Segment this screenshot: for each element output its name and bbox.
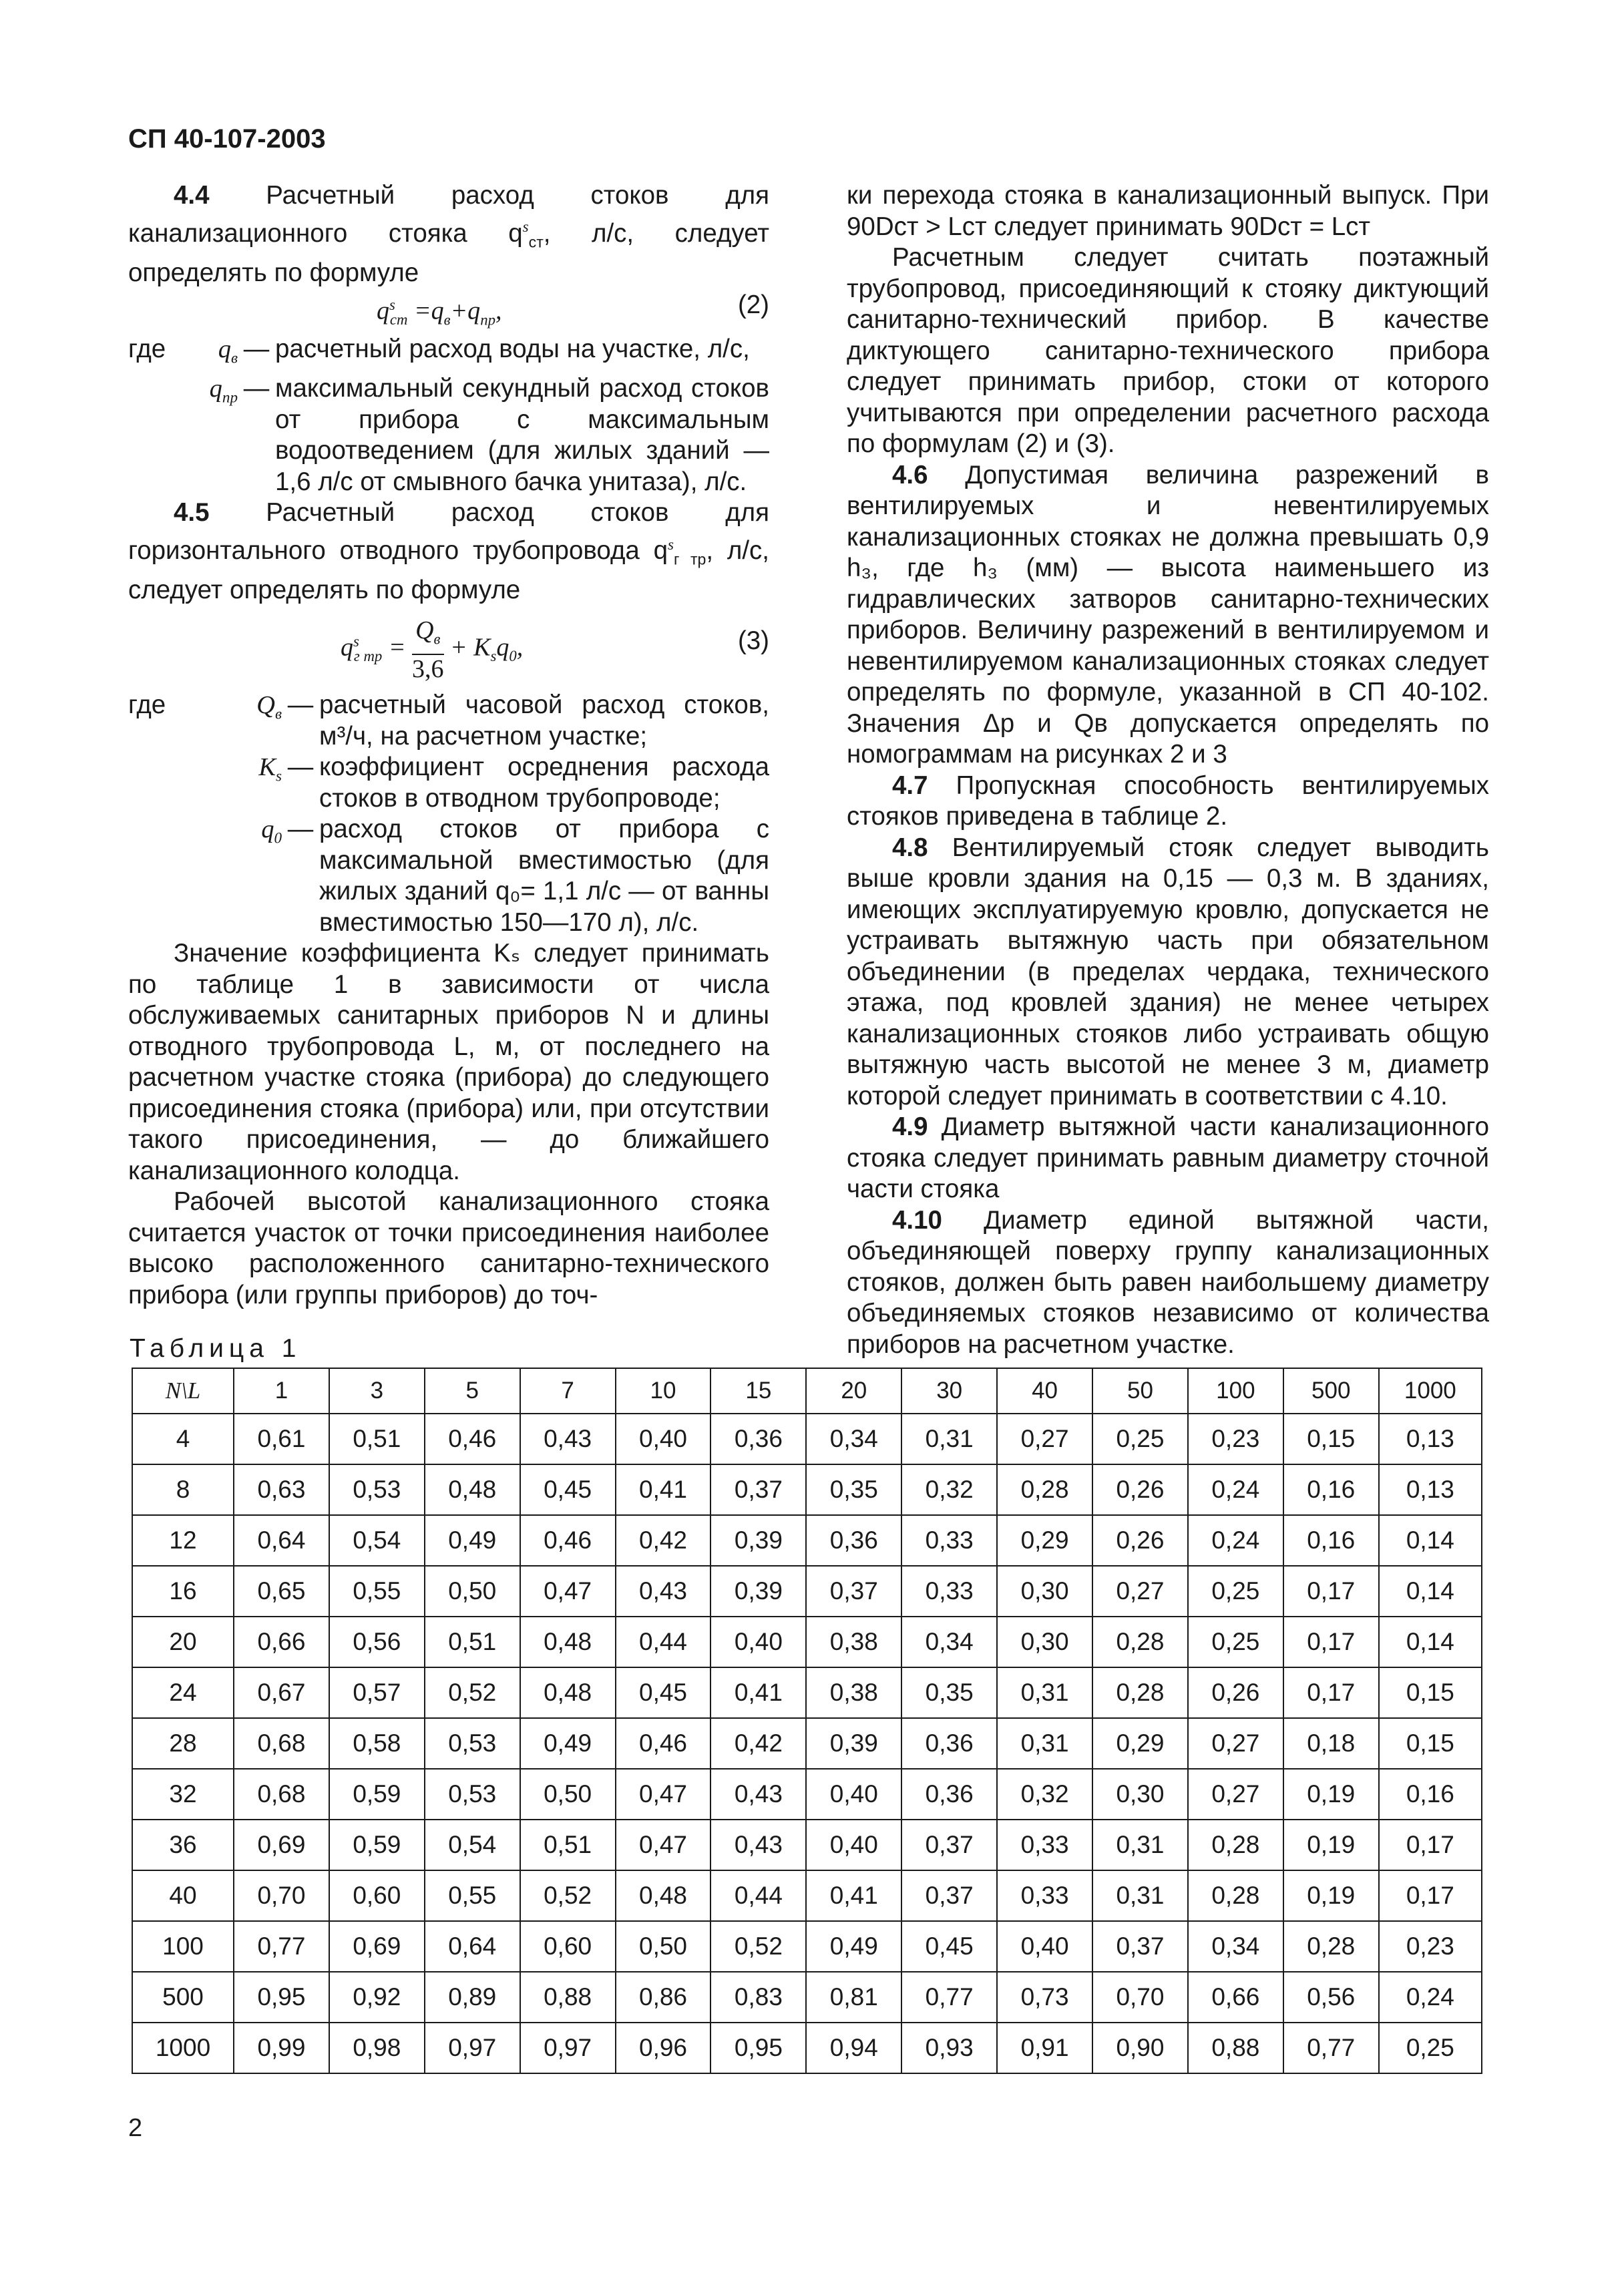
- dash: —: [287, 690, 314, 720]
- para-4-5: [128, 497, 769, 606]
- table-cell: 0,50: [616, 1921, 711, 1972]
- table-cell: 0,60: [520, 1921, 616, 1972]
- table-cell: 0,93: [901, 2023, 997, 2073]
- table-cell: 0,43: [616, 1566, 711, 1617]
- table-cell: 0,28: [1188, 1870, 1283, 1921]
- table-cell: 0,58: [329, 1718, 425, 1769]
- table-cell: 0,33: [997, 1820, 1092, 1870]
- table-cell: 0,47: [616, 1820, 711, 1870]
- table-row: [132, 1617, 1482, 1667]
- table-cell: 0,25: [1188, 1617, 1283, 1667]
- table-cell: 0,88: [520, 1972, 616, 2023]
- table-cell: 0,45: [901, 1921, 997, 1972]
- para-4-6: [847, 460, 1489, 771]
- section-number: 4.9: [892, 1112, 928, 1141]
- table-cell: 0,90: [1092, 2023, 1188, 2073]
- table-cell: 0,18: [1283, 1718, 1379, 1769]
- table-cell: 0,33: [901, 1515, 997, 1566]
- table-cell: 0,25: [1188, 1566, 1283, 1617]
- table-cell: 0,43: [710, 1820, 806, 1870]
- para-4-4: [128, 180, 769, 288]
- row-header: 8: [132, 1464, 234, 1515]
- section-number: 4.8: [892, 833, 928, 862]
- table-row: [132, 1870, 1482, 1921]
- table-cell: 0,56: [1283, 1972, 1379, 2023]
- definition-Qv: [128, 690, 769, 752]
- para-4-9: [847, 1112, 1489, 1205]
- row-header: 28: [132, 1718, 234, 1769]
- definitions-formula-3: [128, 690, 769, 938]
- table-cell: 0,23: [1379, 1921, 1482, 1972]
- table-caption: Таблица 1: [130, 1334, 302, 1363]
- table-cell: 0,69: [234, 1820, 329, 1870]
- row-header: 100: [132, 1921, 234, 1972]
- symbol: $q_0$: [261, 815, 282, 847]
- table-cell: 0,42: [710, 1718, 806, 1769]
- table-cell: 0,64: [234, 1515, 329, 1566]
- table-cell: 0,97: [425, 2023, 520, 2073]
- table-cell: 0,39: [710, 1566, 806, 1617]
- definition-text: максимальный секундный расход стоков от прибора с максимальным водоотведением (для жилых зданий — 1,6 л/с от смывного бачка унитаза), л/с.: [275, 374, 769, 496]
- row-header: 36: [132, 1820, 234, 1870]
- column-header: 5: [425, 1368, 520, 1414]
- table-cell: 0,43: [520, 1414, 616, 1464]
- row-header: 500: [132, 1972, 234, 2023]
- table-cell: 0,77: [901, 1972, 997, 2023]
- table-cell: 0,40: [710, 1617, 806, 1667]
- table-cell: 0,27: [1188, 1769, 1283, 1820]
- table-row: [132, 1566, 1482, 1617]
- table-cell: 0,77: [234, 1921, 329, 1972]
- table-cell: 0,29: [1092, 1718, 1188, 1769]
- table-row: [132, 1414, 1482, 1464]
- table-cell: 0,95: [710, 2023, 806, 2073]
- table-cell: 0,86: [616, 1972, 711, 2023]
- table-cell: 0,31: [997, 1667, 1092, 1718]
- table-cell: 0,49: [425, 1515, 520, 1566]
- definition-qv: [128, 334, 769, 373]
- symbol: s: [668, 535, 674, 553]
- para-text: , л/с, следует определять по формуле: [128, 536, 769, 604]
- dash: —: [243, 374, 270, 403]
- corner-header: N\L: [132, 1368, 234, 1414]
- formula-expression: $q^s_{ст} =q_в+q_{пр}$,: [377, 296, 502, 329]
- para-text: Вентилируемый стояк следует выводить выше кровли здания на 0,15 — 0,3 м. В зданиях, имеющих эксплуатируемую кровлю, допускается не устраивать вытяжную часть при обязательном объединении (в пределах чердака, технического этажа, под кровлей здания) не менее четырех канализационных стояков либо устраивать общую вытяжную часть высотой не менее 3 м, диаметр которой следует принимать в соответствии с 4.10.: [847, 833, 1489, 1110]
- table-cell: 0,70: [234, 1870, 329, 1921]
- formula-number: (3): [737, 626, 769, 656]
- subscript: ст: [528, 233, 544, 251]
- table-cell: 0,27: [1092, 1566, 1188, 1617]
- section-number: 4.10: [892, 1205, 942, 1235]
- row-header: 12: [132, 1515, 234, 1566]
- table-cell: 0,59: [329, 1820, 425, 1870]
- table-cell: 0,29: [997, 1515, 1092, 1566]
- row-header: 16: [132, 1566, 234, 1617]
- table-cell: 0,64: [425, 1921, 520, 1972]
- table-cell: 0,39: [710, 1515, 806, 1566]
- table-cell: 0,33: [997, 1870, 1092, 1921]
- table-cell: 0,37: [806, 1566, 901, 1617]
- table-header-row: [132, 1368, 1482, 1414]
- table-cell: 0,33: [901, 1566, 997, 1617]
- table-cell: 0,36: [710, 1414, 806, 1464]
- table-cell: 0,24: [1188, 1515, 1283, 1566]
- table-cell: 0,31: [901, 1414, 997, 1464]
- table-row: [132, 2023, 1482, 2073]
- table-cell: 0,52: [520, 1870, 616, 1921]
- table-cell: 0,17: [1283, 1617, 1379, 1667]
- table-cell: 0,28: [1092, 1617, 1188, 1667]
- table-cell: 0,38: [806, 1617, 901, 1667]
- table-cell: 0,92: [329, 1972, 425, 2023]
- table-cell: 0,89: [425, 1972, 520, 2023]
- para-ks-value: Значение коэффициента Kₛ следует принимать по таблице 1 в зависимости от числа обслуживаемых санитарных приборов N и длины отводного трубопровода L, м, от последнего на расчетном участке стояка (прибора) до следующего присоединения стояка (прибора) или, при отсутствии такого присоединения, — до ближайшего канализационного колодца.: [128, 939, 769, 1185]
- definition-qpr: [128, 373, 769, 497]
- column-header: 15: [710, 1368, 806, 1414]
- table-cell: 0,41: [806, 1870, 901, 1921]
- table-cell: 0,61: [234, 1414, 329, 1464]
- table-cell: 0,54: [425, 1820, 520, 1870]
- page-number: 2: [128, 2114, 143, 2142]
- table-cell: 0,40: [997, 1921, 1092, 1972]
- symbol: $Q_в$: [256, 691, 282, 722]
- left-column: [128, 180, 769, 1311]
- table-row: [132, 1769, 1482, 1820]
- fraction: $\frac{Q_в}{3,6}$: [412, 616, 444, 683]
- table-cell: 0,15: [1379, 1667, 1482, 1718]
- table-body: [132, 1414, 1482, 2073]
- table-cell: 0,35: [806, 1464, 901, 1515]
- table-cell: 0,40: [616, 1414, 711, 1464]
- table-cell: 0,94: [806, 2023, 901, 2073]
- section-number: 4.4: [174, 181, 210, 210]
- para-text: Диаметр вытяжной части канализационного стояка следует принимать равным диаметру сточной части стояка: [847, 1112, 1489, 1203]
- table-row: [132, 1667, 1482, 1718]
- column-header: 100: [1188, 1368, 1283, 1414]
- table-cell: 0,48: [520, 1617, 616, 1667]
- column-header: 500: [1283, 1368, 1379, 1414]
- table-cell: 0,98: [329, 2023, 425, 2073]
- dash: —: [287, 753, 314, 782]
- table-cell: 0,42: [616, 1515, 711, 1566]
- table-cell: 0,28: [997, 1464, 1092, 1515]
- table-cell: 0,25: [1092, 1414, 1188, 1464]
- table-cell: 0,26: [1092, 1515, 1188, 1566]
- table-cell: 0,70: [1092, 1972, 1188, 2023]
- table-cell: 0,77: [1283, 2023, 1379, 2073]
- table-cell: 0,15: [1283, 1414, 1379, 1464]
- para-text: Пропускная способность вентилируемых стояков приведена в таблице 2.: [847, 771, 1489, 831]
- document-code: СП 40-107-2003: [128, 124, 326, 154]
- para-working-height: Рабочей высотой канализационного стояка считается участок от точки присоединения наиболее высоко расположенного санитарно-технического прибора (или группы приборов) до точ-: [128, 1187, 769, 1309]
- table-cell: 0,83: [710, 1972, 806, 2023]
- formula-2: [128, 290, 769, 329]
- subscript: г тр: [674, 550, 706, 568]
- row-header: 4: [132, 1414, 234, 1464]
- table-cell: 0,16: [1283, 1515, 1379, 1566]
- table-cell: 0,55: [329, 1566, 425, 1617]
- table-cell: 0,95: [234, 1972, 329, 2023]
- table-cell: 0,24: [1379, 1972, 1482, 2023]
- table-cell: 0,53: [425, 1769, 520, 1820]
- table-cell: 0,37: [901, 1820, 997, 1870]
- para-4-8: [847, 833, 1489, 1112]
- table-cell: 0,37: [1092, 1921, 1188, 1972]
- column-header: 10: [616, 1368, 711, 1414]
- right-column: [847, 180, 1489, 1360]
- table-cell: 0,47: [520, 1566, 616, 1617]
- table-cell: 0,34: [901, 1617, 997, 1667]
- table-cell: 0,17: [1379, 1870, 1482, 1921]
- section-number: 4.6: [892, 460, 928, 489]
- table-cell: 0,36: [901, 1769, 997, 1820]
- table-cell: 0,48: [520, 1667, 616, 1718]
- table-cell: 0,39: [806, 1718, 901, 1769]
- table-cell: 0,40: [806, 1769, 901, 1820]
- table-cell: 0,19: [1283, 1820, 1379, 1870]
- table-cell: 0,27: [997, 1414, 1092, 1464]
- table-cell: 0,43: [710, 1769, 806, 1820]
- dash: —: [243, 335, 270, 364]
- table-row: [132, 1921, 1482, 1972]
- table-cell: 0,16: [1283, 1464, 1379, 1515]
- table-row: [132, 1464, 1482, 1515]
- table-cell: 0,24: [1188, 1464, 1283, 1515]
- column-header: 1000: [1379, 1368, 1482, 1414]
- table-cell: 0,53: [425, 1718, 520, 1769]
- table-cell: 0,17: [1283, 1667, 1379, 1718]
- definition-Ks: [128, 752, 769, 814]
- table-cell: 0,68: [234, 1718, 329, 1769]
- formula-3: [128, 611, 769, 683]
- definition-text: коэффициент осреднения расхода стоков в отводном трубопроводе;: [319, 753, 769, 813]
- para-text: , л/с, следует определять по формуле: [128, 218, 769, 287]
- definition-q0: [128, 814, 769, 938]
- table-cell: 0,30: [1092, 1769, 1188, 1820]
- row-header: 24: [132, 1667, 234, 1718]
- table-row: [132, 1972, 1482, 2023]
- table-cell: 0,44: [710, 1870, 806, 1921]
- table-cell: 0,17: [1379, 1820, 1482, 1870]
- table-cell: 0,27: [1188, 1718, 1283, 1769]
- row-header: 40: [132, 1870, 234, 1921]
- where-label: где: [128, 690, 166, 720]
- table-cell: 0,47: [616, 1769, 711, 1820]
- table-cell: 0,46: [616, 1718, 711, 1769]
- table-cell: 0,13: [1379, 1414, 1482, 1464]
- table-cell: 0,66: [234, 1617, 329, 1667]
- table-cell: 0,91: [997, 2023, 1092, 2073]
- table-cell: 0,30: [997, 1566, 1092, 1617]
- para-4-7: [847, 771, 1489, 833]
- definitions-formula-2: [128, 334, 769, 497]
- table-cell: 0,51: [520, 1820, 616, 1870]
- row-header: 20: [132, 1617, 234, 1667]
- table-cell: 0,65: [234, 1566, 329, 1617]
- table-row: [132, 1820, 1482, 1870]
- table-cell: 0,34: [806, 1414, 901, 1464]
- table-cell: 0,67: [234, 1667, 329, 1718]
- table-cell: 0,48: [425, 1464, 520, 1515]
- para-floor-pipe: Расчетным следует считать поэтажный трубопровод, присоединяющий к стояку диктующий санитарно-технический прибор. В качестве диктующего санитарно-технического прибора следует принимать прибор, стоки от которого учитываются при определении расчетного расхода по формулам (2) и (3).: [847, 243, 1489, 458]
- table-cell: 0,52: [425, 1667, 520, 1718]
- table-cell: 0,25: [1379, 2023, 1482, 2073]
- column-header: 1: [234, 1368, 329, 1414]
- table-cell: 0,35: [901, 1667, 997, 1718]
- table-cell: 0,28: [1188, 1820, 1283, 1870]
- table-cell: 0,97: [520, 2023, 616, 2073]
- table-cell: 0,19: [1283, 1769, 1379, 1820]
- column-header: 30: [901, 1368, 997, 1414]
- table-cell: 0,37: [901, 1870, 997, 1921]
- table-cell: 0,26: [1188, 1667, 1283, 1718]
- row-header: 32: [132, 1769, 234, 1820]
- table-cell: 0,46: [520, 1515, 616, 1566]
- table-cell: 0,17: [1283, 1566, 1379, 1617]
- table-cell: 0,96: [616, 2023, 711, 2073]
- table-cell: 0,49: [806, 1921, 901, 1972]
- table-cell: 0,28: [1283, 1921, 1379, 1972]
- para-text: Расчетный расход стоков для канализационного стояка q: [128, 181, 769, 248]
- coefficient-table: [132, 1368, 1482, 2074]
- symbol: $q_{пр}$: [209, 375, 238, 406]
- table-cell: 0,55: [425, 1870, 520, 1921]
- column-header: 20: [806, 1368, 901, 1414]
- column-header: 40: [997, 1368, 1092, 1414]
- table-cell: 0,15: [1379, 1718, 1482, 1769]
- table-cell: 0,23: [1188, 1414, 1283, 1464]
- table-cell: 0,41: [616, 1464, 711, 1515]
- dash: —: [287, 815, 314, 844]
- table-cell: 0,32: [901, 1464, 997, 1515]
- table-cell: 0,56: [329, 1617, 425, 1667]
- table-cell: 0,44: [616, 1617, 711, 1667]
- formula-expression: $q^s_{г тр}$ = $\frac{Q_в}{3,6}$ + $K_sq_0$,: [341, 616, 524, 683]
- table-cell: 0,66: [1188, 1972, 1283, 2023]
- definition-text: расход стоков от прибора с максимальной вместимостью (для жилых зданий q₀= 1,1 л/с — от ванны вместимостью 150—170 л), л/с.: [319, 815, 769, 937]
- table-cell: 0,52: [710, 1921, 806, 1972]
- para-text: Диаметр единой вытяжной части, объединяющей поверху группу канализационных стояков, должен быть равен наибольшему диаметру объединяемых стояков независимо от количества приборов на расчетном участке.: [847, 1205, 1489, 1359]
- table-cell: 0,13: [1379, 1464, 1482, 1515]
- table-cell: 0,50: [520, 1769, 616, 1820]
- section-number: 4.5: [174, 498, 210, 528]
- table-cell: 0,49: [520, 1718, 616, 1769]
- table-cell: 0,38: [806, 1667, 901, 1718]
- table-cell: 0,51: [425, 1617, 520, 1667]
- para-4-10: [847, 1205, 1489, 1361]
- table-cell: 0,57: [329, 1667, 425, 1718]
- table-cell: 0,48: [616, 1870, 711, 1921]
- table-cell: 0,54: [329, 1515, 425, 1566]
- para-continuation: ки перехода стояка в канализационный выпуск. При 90Dст > Lст следует принимать 90Dст = Lст: [847, 181, 1489, 241]
- formula-number: (2): [737, 290, 769, 320]
- column-header: 7: [520, 1368, 616, 1414]
- table-cell: 0,36: [806, 1515, 901, 1566]
- table-cell: 0,31: [1092, 1870, 1188, 1921]
- symbol: s: [522, 218, 529, 236]
- table-cell: 0,26: [1092, 1464, 1188, 1515]
- definition-text: расчетный расход воды на участке, л/с,: [275, 335, 750, 364]
- table-cell: 0,30: [997, 1617, 1092, 1667]
- table-cell: 0,36: [901, 1718, 997, 1769]
- table-cell: 0,88: [1188, 2023, 1283, 2073]
- symbol: $K_s$: [258, 753, 282, 785]
- table-cell: 0,28: [1092, 1667, 1188, 1718]
- section-number: 4.7: [892, 771, 928, 800]
- table-cell: 0,19: [1283, 1870, 1379, 1921]
- table-cell: 0,45: [520, 1464, 616, 1515]
- table-cell: 0,14: [1379, 1566, 1482, 1617]
- table-cell: 0,31: [997, 1718, 1092, 1769]
- table-cell: 0,34: [1188, 1921, 1283, 1972]
- table-cell: 0,73: [997, 1972, 1092, 2023]
- para-text: Допустимая величина разрежений в вентилируемых и невентилируемых канализационных стояках не должна превышать 0,9 h₃, где h₃ (мм) — высота наименьшего из гидравлических затворов санитарно-технических приборов. Величину разрежений в вентилируемом и невентилируемом канализационных стояках следует определять по формуле, указанной в СП 40-102. Значения Δp и Qв допускается определять по номограммам на рисунках 2 и 3: [847, 460, 1489, 769]
- table-cell: 0,32: [997, 1769, 1092, 1820]
- table-cell: 0,37: [710, 1464, 806, 1515]
- table-row: [132, 1515, 1482, 1566]
- table-cell: 0,51: [329, 1414, 425, 1464]
- table-cell: 0,50: [425, 1566, 520, 1617]
- table-cell: 0,14: [1379, 1617, 1482, 1667]
- table-cell: 0,63: [234, 1464, 329, 1515]
- table-cell: 0,59: [329, 1769, 425, 1820]
- table-cell: 0,68: [234, 1769, 329, 1820]
- table-cell: 0,14: [1379, 1515, 1482, 1566]
- definition-text: расчетный часовой расход стоков, м³/ч, на расчетном участке;: [319, 690, 769, 751]
- table-cell: 0,31: [1092, 1820, 1188, 1870]
- table-cell: 0,53: [329, 1464, 425, 1515]
- table-row: [132, 1718, 1482, 1769]
- table-cell: 0,99: [234, 2023, 329, 2073]
- table-cell: 0,40: [806, 1820, 901, 1870]
- table-cell: 0,41: [710, 1667, 806, 1718]
- where-label: где: [128, 335, 166, 364]
- table-cell: 0,69: [329, 1921, 425, 1972]
- para-text: Расчетный расход стоков для горизонтального отводного трубопровода q: [128, 498, 769, 565]
- table-cell: 0,46: [425, 1414, 520, 1464]
- table-cell: 0,45: [616, 1667, 711, 1718]
- table-cell: 0,60: [329, 1870, 425, 1921]
- column-header: 3: [329, 1368, 425, 1414]
- column-header: 50: [1092, 1368, 1188, 1414]
- table-cell: 0,81: [806, 1972, 901, 2023]
- table-cell: 0,16: [1379, 1769, 1482, 1820]
- symbol: $q_в$: [218, 335, 238, 367]
- row-header: 1000: [132, 2023, 234, 2073]
